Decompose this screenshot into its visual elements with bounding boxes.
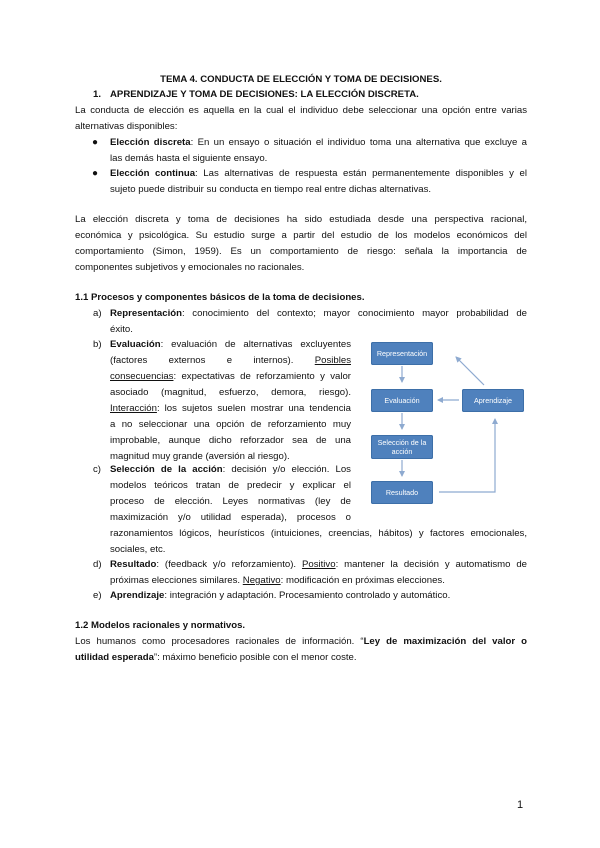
- text-line: económica y psicológica. Su estudio surge a partir del estudio de los modelos económicos del: [75, 230, 527, 241]
- text: : expectativas de reforzamiento y valor: [173, 371, 351, 382]
- text: : conocimiento del contexto; mayor conocimiento mayor probabilidad de: [181, 308, 527, 319]
- item-representacion: [110, 306, 527, 338]
- text-line: razonamientos lógicos, heurísticos (intuiciones, creencias, hábitos) y factores emocionales,: [110, 528, 527, 539]
- text: : integración y adaptación. Procesamiento controlado y automático.: [164, 590, 451, 601]
- bold-text: Ley de maximización del valor o: [363, 636, 527, 647]
- underlined-text: Interacción: [110, 403, 157, 414]
- list-marker: b): [93, 339, 102, 350]
- text: : (feedback y/o reforzamiento).: [156, 559, 302, 570]
- box-aprendizaje: Aprendizaje: [462, 389, 524, 412]
- text-line: proceso de elección. Leyes normativas (ley de: [110, 496, 351, 507]
- section-1-2-heading: 1.2 Modelos racionales y normativos.: [75, 620, 246, 631]
- text-line: La elección discreta y toma de decisiones ha sido estudiada desde una perspectiva racional,: [75, 214, 527, 225]
- text-line: asociado (magnitud, esfuerzo, demora, riesgo).: [110, 387, 351, 398]
- text: (factores externos e internos).: [110, 355, 294, 366]
- item-seleccion-cont: [110, 526, 527, 558]
- term: Resultado: [110, 559, 157, 570]
- text-line: éxito.: [110, 324, 133, 335]
- item-evaluacion: [110, 337, 351, 465]
- text-line: las demás hasta el siguiente ensayo.: [110, 153, 268, 164]
- underlined-text: Posibles: [314, 355, 351, 366]
- text: : mantener la decisión y automatismo de: [335, 559, 527, 570]
- list-marker: a): [93, 308, 102, 319]
- section-1-1-heading: 1.1 Procesos y componentes básicos de la toma de decisiones.: [75, 292, 365, 303]
- section-1-number: 1.: [93, 89, 102, 100]
- term: Elección continua: [110, 168, 196, 179]
- text-line: sujeto puede distribuir su conducta en tiempo real entre dichas alternativas.: [110, 184, 432, 195]
- text-line: comportamiento (Simon, 1959). Es un comportamiento de riesgo: señala la importancia de: [75, 246, 527, 257]
- section-1-heading: APRENDIZAJE Y TOMA DE DECISIONES: LA ELECCIÓN DISCRETA.: [110, 89, 419, 100]
- list-marker: d): [93, 559, 102, 570]
- bullet-icon: ●: [91, 137, 99, 148]
- text: ”: máximo beneficio posible con el menor coste.: [153, 652, 357, 663]
- item-seleccion: [110, 462, 351, 526]
- bullet-icon: ●: [91, 168, 99, 179]
- text: próximas elecciones similares.: [110, 575, 243, 586]
- text-line: improbable, aunque dicho reforzador sea de una: [110, 435, 351, 446]
- term: Aprendizaje: [110, 590, 165, 601]
- term: Representación: [110, 308, 182, 319]
- text: : Las alternativas de respuesta están permanentemente disponibles y el: [195, 168, 527, 179]
- box-evaluacion: Evaluación: [371, 389, 433, 412]
- text-line: modelos teóricos tratan de predecir y explicar el: [110, 480, 351, 491]
- term: Evaluación: [110, 339, 161, 350]
- list-marker: c): [93, 464, 101, 475]
- bullet-eleccion-discreta: [110, 135, 527, 167]
- underlined-text: consecuencias: [110, 371, 174, 382]
- decision-process-diagram: [364, 336, 528, 511]
- page-title: TEMA 4. CONDUCTA DE ELECCIÓN Y TOMA DE DECISIONES.: [160, 74, 442, 85]
- text: : evaluación de alternativas excluyentes: [160, 339, 351, 350]
- term: Selección de la acción: [110, 464, 223, 475]
- term: Elección discreta: [110, 137, 191, 148]
- text-line: alternativas disponibles:: [75, 121, 178, 132]
- text: Los humanos como procesadores racionales de información. “: [75, 636, 364, 647]
- arrow-res-apr: [439, 419, 495, 492]
- text-line: maximización y/o utilidad esperada), procesos o: [110, 512, 351, 523]
- bold-text: utilidad esperada: [75, 652, 154, 663]
- text: : los sujetos suelen mostrar una tendencia: [156, 403, 351, 414]
- underlined-text: Positivo: [301, 559, 336, 570]
- item-resultado: [110, 557, 527, 589]
- bullet-eleccion-continua: [110, 166, 527, 198]
- page-number: 1: [517, 799, 524, 811]
- box-resultado: Resultado: [371, 481, 433, 504]
- text-line: La conducta de elección es aquella en la cual el individuo debe seleccionar una opción entre varias: [75, 105, 527, 116]
- section-1-2-paragraph: [75, 634, 527, 666]
- text-line: sociales, etc.: [110, 544, 166, 555]
- item-aprendizaje: [110, 588, 527, 604]
- text: : En un ensayo o situación el individuo toma una alternativa que excluye a: [190, 137, 527, 148]
- section-1-paragraph: [75, 212, 527, 276]
- text: : decisión y/o elección. Los: [222, 464, 351, 475]
- text-line: a no seleccionar una opción de reforzamiento muy: [110, 419, 351, 430]
- text-line: componentes subjetivos y emocionales no racionales.: [75, 262, 305, 273]
- section-1-intro: [75, 103, 527, 135]
- box-representacion: Representación: [371, 342, 433, 365]
- arrow-apr-rep: [456, 357, 484, 385]
- underlined-text: Negativo: [242, 575, 281, 586]
- text: : modificación en próximas elecciones.: [280, 575, 445, 586]
- list-marker: e): [93, 590, 102, 601]
- text-line: magnitud muy grande (aversión al riesgo).: [110, 451, 290, 462]
- box-seleccion: Selección de la acción: [371, 435, 433, 459]
